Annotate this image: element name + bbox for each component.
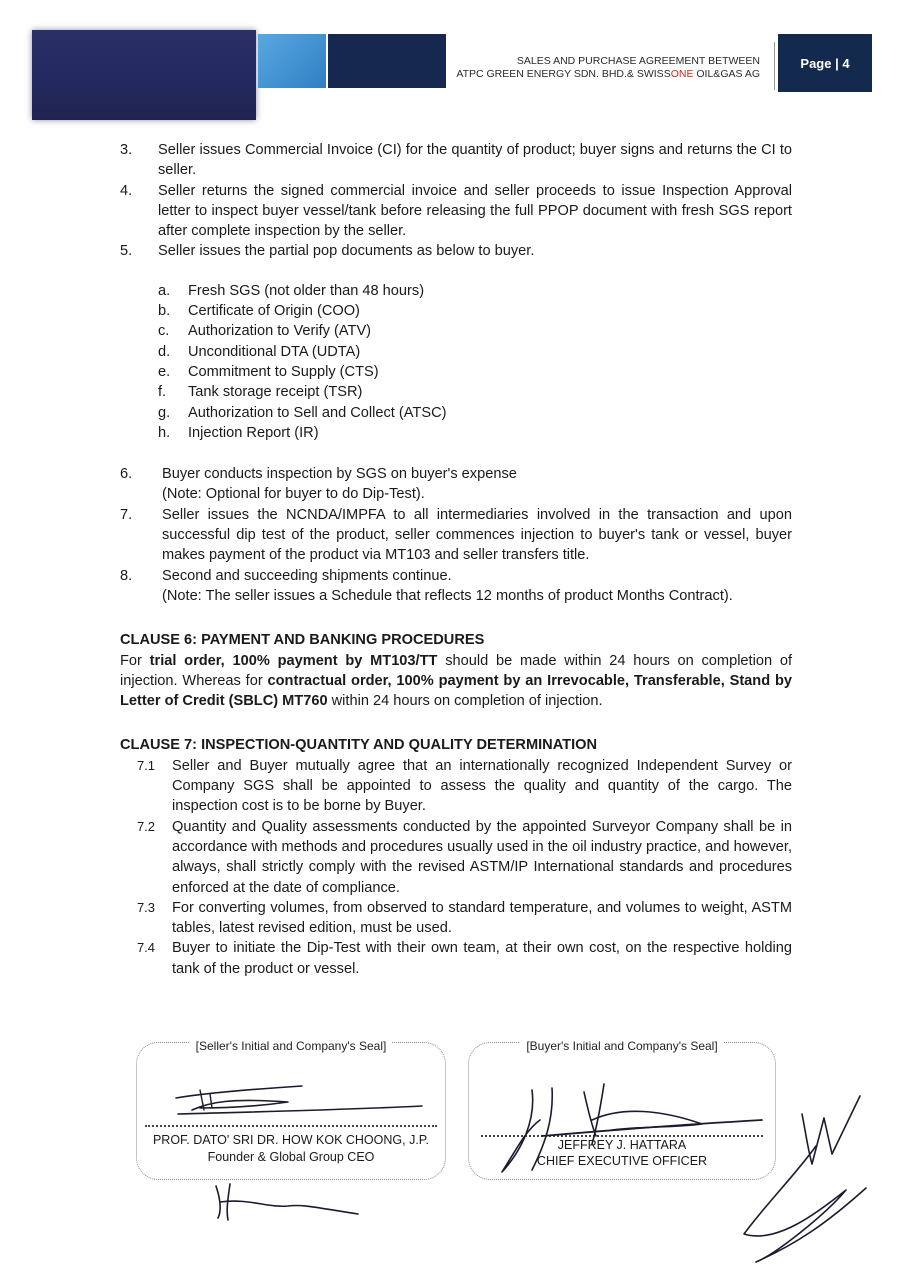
- step-number: 4.: [120, 182, 133, 199]
- list-item: [158, 342, 792, 362]
- list-letter: c.: [158, 323, 170, 340]
- clause6-bold-2: contractual order, 100% payment by an Irrevocable, Transferable, Stand by Letter of Credit (SBLC) MT760: [120, 672, 792, 710]
- procedure-step: [120, 241, 792, 261]
- step-text: Buyer conducts inspection by SGS on buyer's expense: [162, 466, 517, 483]
- step-number: 7.: [120, 506, 133, 523]
- buyer-seal-caption: [Buyer's Initial and Company's Seal]: [520, 1039, 723, 1053]
- clause7-heading: CLAUSE 7: INSPECTION-QUANTITY AND QUALITY DETERMINATION: [120, 737, 598, 754]
- seller-title: Founder & Global Group CEO: [207, 1150, 375, 1164]
- seller-seal-caption: [Seller's Initial and Company's Seal]: [190, 1039, 393, 1053]
- clause6-text-1: For: [120, 652, 150, 669]
- list-text: Certificate of Origin (COO): [188, 303, 360, 320]
- list-text: Unconditional DTA (UDTA): [188, 343, 361, 360]
- header-title-parties: ATPC GREEN ENERGY SDN. BHD.& SWISS: [456, 68, 671, 80]
- buyer-title: CHIEF EXECUTIVE OFFICER: [536, 1154, 708, 1168]
- buyer-name: JEFFREY J. HATTARA: [557, 1138, 687, 1152]
- pop-documents-list: [158, 281, 792, 443]
- step-number: 3.: [120, 142, 133, 158]
- clause7-item-number: 7.4: [136, 940, 156, 956]
- step-number: 5.: [120, 243, 133, 260]
- list-letter: f.: [158, 384, 167, 401]
- clause7-item-text: Quantity and Quality assessments conducted by the appointed Surveyor Company shall be in accordance with methods and procedures usually used in the oil industry practice, and however, always, shall strictly comply with the revised ASTM/IP International standards and procedures enforced at the date of compliance.: [172, 818, 792, 896]
- list-letter: d.: [158, 343, 171, 360]
- list-letter: g.: [158, 404, 171, 421]
- procedure-step: [120, 181, 792, 242]
- header-color-block-blue: [258, 34, 326, 88]
- header-title-line2: [456, 68, 760, 81]
- step-text: Seller issues the NCNDA/IMPFA to all intermediaries involved in the transaction and upon successful dip test of the product, seller commences injection to buyer's tank or vessel, buyer makes payment of the product via MT103 and seller transfers title.: [162, 506, 792, 564]
- procedure-step: [120, 505, 792, 566]
- clause7-item: [120, 756, 792, 817]
- procedure-step: [120, 464, 792, 505]
- header-title-line1: SALES AND PURCHASE AGREEMENT BETWEEN: [516, 55, 760, 67]
- step-note: (Note: Optional for buyer to do Dip-Test).: [162, 486, 425, 503]
- step-number: 6.: [120, 466, 133, 483]
- buyer-signature-icon: [492, 1080, 772, 1180]
- clause7-item: [120, 898, 792, 939]
- clause6-text-2: should be made within 24 hours on completion of injection. Whereas for: [120, 652, 793, 689]
- list-item: [158, 301, 792, 321]
- list-text: Fresh SGS (not older than 48 hours): [188, 282, 425, 299]
- header-title-red: ONE: [670, 68, 694, 80]
- list-letter: h.: [158, 424, 171, 441]
- procedure-step: [120, 140, 792, 181]
- buyer-initials-icon: [736, 1094, 876, 1266]
- step-body: [162, 464, 792, 505]
- seller-signature-line: [145, 1125, 437, 1127]
- clause6-heading: CLAUSE 6: PAYMENT AND BANKING PROCEDURES: [120, 632, 485, 649]
- document-body: [120, 140, 792, 979]
- list-item: [158, 321, 792, 341]
- clause7-item-number: 7.1: [136, 757, 156, 773]
- list-text: Commitment to Supply (CTS): [188, 363, 379, 380]
- seller-name: PROF. DATO' SRI DR. HOW KOK CHOONG, J.P.: [152, 1133, 430, 1147]
- list-item: [158, 403, 792, 423]
- buyer-seal-caption-wrap: [469, 1039, 775, 1053]
- clause7-item-number: 7.3: [136, 899, 156, 915]
- clause7-item-text: Buyer to initiate the Dip-Test with their own team, at their own cost, on the respective holding tank of the product or vessel.: [172, 940, 792, 977]
- step-text: Seller issues Commercial Invoice (CI) for the quantity of product; buyer signs and returns the CI to seller.: [158, 142, 792, 179]
- clause7-item: [120, 938, 792, 979]
- list-item: [158, 423, 792, 443]
- list-item: [158, 362, 792, 382]
- procedure-step: [120, 566, 792, 607]
- list-item: [158, 382, 792, 402]
- clause7-item: [120, 817, 792, 898]
- list-letter: b.: [158, 303, 171, 320]
- clause7-item-text: Seller and Buyer mutually agree that an internationally recognized Independent Survey or Company SGS shall be appointed to assess the quality and quantity of the cargo. The inspection cost is to be borne by Buyer.: [172, 757, 792, 815]
- seller-seal-caption-wrap: [137, 1039, 445, 1053]
- list-text: Authorization to Verify (ATV): [188, 323, 372, 340]
- header-title-suffix: OIL&GAS AG: [693, 68, 760, 80]
- list-text: Injection Report (IR): [188, 424, 319, 441]
- list-text: Authorization to Sell and Collect (ATSC): [188, 404, 447, 421]
- header-agreement-title: [456, 55, 760, 81]
- clause6-text-3: within 24 hours on completion of injection.: [327, 693, 603, 710]
- seller-initials-icon: [208, 1178, 368, 1224]
- step-text: Second and succeeding shipments continue.: [162, 567, 452, 584]
- list-item: [158, 281, 792, 301]
- clause6-paragraph: [120, 651, 792, 712]
- page-number-badge: Page | 4: [778, 34, 872, 92]
- list-letter: e.: [158, 363, 171, 380]
- list-text: Tank storage receipt (TSR): [188, 384, 363, 401]
- header-logo-block: [32, 30, 256, 120]
- step-body: [162, 566, 792, 607]
- clause6-bold-1: trial order, 100% payment by MT103/TT: [149, 652, 438, 669]
- step-text: Seller returns the signed commercial invoice and seller proceeds to issue Inspection Approval letter to inspect buyer vessel/tank before releasing the full PPOP document with fresh SGS report after complete inspection by the seller.: [158, 182, 792, 240]
- header-color-block-navy: [328, 34, 446, 88]
- list-letter: a.: [158, 282, 171, 299]
- step-note: (Note: The seller issues a Schedule that reflects 12 months of product Months Contract).: [162, 587, 733, 604]
- step-text: Seller issues the partial pop documents as below to buyer.: [158, 243, 535, 260]
- seller-signature-icon: [170, 1080, 430, 1120]
- clause7-item-text: For converting volumes, from observed to standard temperature, and volumes to weight, ASTM tables, latest revised edition, must be used.: [172, 899, 792, 937]
- clause7-item-number: 7.2: [136, 818, 156, 834]
- step-number: 8.: [120, 567, 133, 584]
- header-divider: [774, 42, 775, 90]
